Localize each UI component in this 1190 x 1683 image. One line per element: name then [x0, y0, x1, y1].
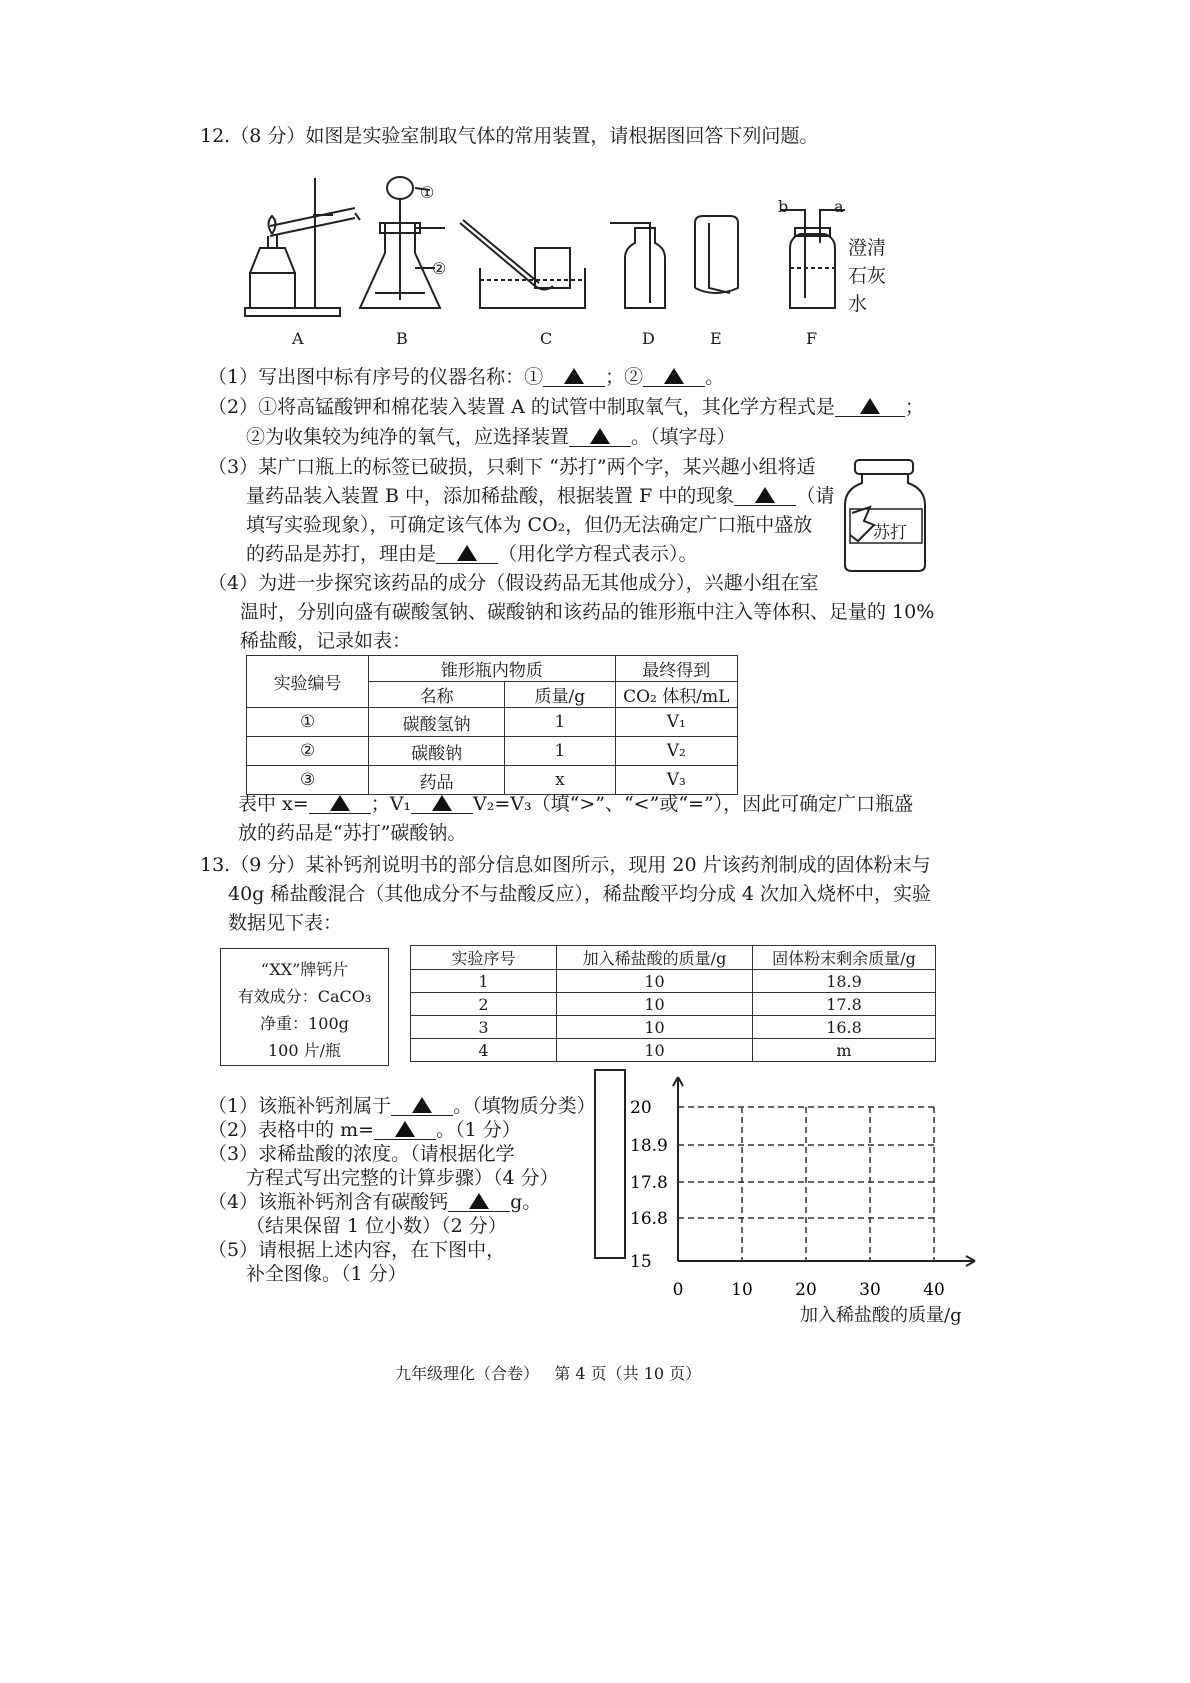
q12-part-2b — [246, 426, 736, 448]
col-header-vol-2: CO₂ 体积/mL — [615, 682, 737, 708]
label-count: 100 片/瓶 — [267, 1041, 342, 1060]
marker-1: ① — [420, 183, 435, 202]
cell-mass: x — [505, 766, 615, 795]
triangle-icon — [457, 545, 477, 561]
cell-vol: V₁ — [615, 708, 737, 737]
axis-break-bar — [595, 1070, 625, 1258]
q12-p3-text-l4b: （用化学方程式表示）。 — [498, 543, 698, 565]
x-tick-label: 30 — [859, 1280, 881, 1300]
cell: 2 — [411, 993, 557, 1016]
cell: 10 — [557, 970, 753, 993]
y-tick-label: 20 — [630, 1098, 652, 1118]
q12-p1-text-c: 。 — [705, 366, 725, 388]
apparatus-d — [610, 223, 665, 308]
q13-sub-3-l1: （3）求稀盐酸的浓度。（请根据化学 — [208, 1143, 515, 1165]
triangle-icon — [860, 398, 880, 414]
cell-mass: 1 — [505, 737, 615, 766]
answer-blank-6[interactable] — [436, 543, 498, 564]
f-side-1: 澄清 — [848, 237, 887, 259]
q12-p2-text-a: （2）①将高锰酸钾和棉花装入装置 A 的试管中制取氧气，其化学方程式是 — [208, 396, 835, 418]
col-header-group: 锥形瓶内物质 — [369, 656, 615, 682]
q13-s2-text-a: （2）表格中的 m= — [208, 1119, 375, 1141]
cell-vol: V₃ — [615, 766, 737, 795]
y-tick-label: 17.8 — [630, 1173, 668, 1193]
q13-s4-text-a: （4）该瓶补钙剂含有碳酸钙 — [208, 1191, 449, 1213]
remaining-mass-chart — [590, 1065, 990, 1335]
apparatus-c — [460, 220, 585, 308]
apparatus-figure — [235, 168, 895, 353]
q12-p2-text-d: 。（填字母） — [631, 426, 736, 448]
answer-blank-5[interactable] — [734, 485, 796, 506]
q13-sub-4-l2: （结果保留 1 位小数）（2 分） — [246, 1215, 507, 1237]
triangle-icon — [664, 368, 684, 384]
col-header-acid-mass: 加入稀盐酸的质量/g — [557, 946, 753, 970]
x-tick-label: 20 — [795, 1280, 817, 1300]
cell-id: ③ — [247, 766, 369, 795]
q12-after-text-a: 表中 x= — [238, 793, 309, 815]
answer-blank-10[interactable] — [374, 1119, 436, 1140]
cell-name: 药品 — [369, 766, 505, 795]
answer-blank-4[interactable] — [569, 426, 631, 447]
q12-part-4-l2: 温时，分别向盛有碳酸氢钠、碳酸钠和该药品的锥形瓶中注入等体积、足量的 10% — [240, 601, 935, 623]
cell: 10 — [557, 1016, 753, 1039]
answer-blank-8[interactable] — [411, 793, 473, 814]
cell: 4 — [411, 1039, 557, 1062]
q13-sub-3-l2: 方程式写出完整的计算步骤）（4 分） — [246, 1167, 559, 1189]
triangle-icon — [412, 1097, 432, 1113]
q12-after-text-b: ；V₁ — [370, 793, 412, 815]
answer-blank-7[interactable] — [309, 793, 371, 814]
q12-part-3-l4 — [246, 543, 698, 565]
col-header-id: 实验编号 — [247, 656, 369, 708]
label-brand: “XX”牌钙片 — [260, 960, 349, 979]
experiment-table-q13 — [410, 945, 936, 1062]
cell-id: ① — [247, 708, 369, 737]
x-tick-label: 0 — [672, 1280, 684, 1300]
label-weight: 净重：100g — [260, 1014, 349, 1033]
q13-s1-text-a: （1）该瓶补钙剂属于 — [208, 1095, 392, 1117]
label-b: B — [396, 329, 408, 348]
q12-p3-text-l4a: 的药品是苏打，理由是 — [246, 543, 437, 565]
q12-table-after-l1 — [238, 793, 913, 815]
f-side-2: 石灰 — [848, 265, 887, 287]
cell: 16.8 — [753, 1016, 936, 1039]
q12-part-4-l1: （4）为进一步探究该药品的成分（假设药品无其他成分），兴趣小组在室 — [208, 572, 819, 594]
f-side-3: 水 — [848, 293, 868, 315]
q12-p3-text-l2b: （请 — [796, 485, 835, 507]
table-row — [411, 970, 936, 993]
answer-blank-1[interactable] — [543, 366, 605, 387]
q12-part-3-l1: （3）某广口瓶上的标签已破损，只剩下 “苏打”两个字，某兴趣小组将适 — [208, 456, 816, 478]
triangle-icon — [564, 368, 584, 384]
col-header-trial: 实验序号 — [411, 946, 557, 970]
q13-sub-4 — [208, 1191, 541, 1213]
x-axis-label: 加入稀盐酸的质量/g — [800, 1305, 962, 1326]
cell: 18.9 — [753, 970, 936, 993]
q13-l3: 数据见下表： — [228, 912, 343, 934]
label-e: E — [710, 329, 722, 348]
apparatus-f — [780, 210, 845, 308]
cell: 10 — [557, 993, 753, 1016]
triangle-icon — [469, 1193, 489, 1209]
f-label-b: b — [778, 197, 789, 216]
answer-blank-9[interactable] — [391, 1095, 453, 1116]
page-footer: 九年级理化（合卷） 第 4 页（共 10 页） — [395, 1364, 702, 1383]
triangle-icon — [395, 1121, 415, 1137]
q13-s2-text-b: 。（1 分） — [436, 1119, 521, 1141]
q12-table-after-l2: 放的药品是“苏打”碳酸钠。 — [238, 822, 467, 844]
q12-p2-text-c: ②为收集较为纯净的氧气，应选择装置 — [246, 426, 570, 448]
f-label-a: a — [834, 197, 844, 216]
q12-title: 12.（8 分）如图是实验室制取气体的常用装置，请根据图回答下列问题。 — [200, 125, 819, 147]
triangle-icon — [590, 428, 610, 444]
cell: 17.8 — [753, 993, 936, 1016]
table-row — [411, 1016, 936, 1039]
table-row — [411, 993, 936, 1016]
triangle-icon — [432, 795, 452, 811]
cell-id: ② — [247, 737, 369, 766]
y-tick-label: 18.9 — [630, 1136, 668, 1156]
q13-s4-text-b: g。 — [510, 1191, 542, 1213]
q13-sub-2 — [208, 1119, 521, 1141]
x-tick-label: 40 — [923, 1280, 945, 1300]
table-row — [411, 1039, 936, 1062]
triangle-icon — [755, 487, 775, 503]
y-tick-label: 15 — [630, 1252, 652, 1272]
q13-sub-1 — [208, 1095, 596, 1117]
answer-blank-3[interactable] — [835, 396, 905, 417]
cell-name: 碳酸氢钠 — [369, 708, 505, 737]
answer-blank-11[interactable] — [448, 1191, 510, 1212]
q13-sub-5-l2: 补全图像。（1 分） — [246, 1263, 407, 1285]
cell: 3 — [411, 1016, 557, 1039]
answer-blank-2[interactable] — [643, 366, 705, 387]
triangle-icon — [330, 795, 350, 811]
q12-p3-text-l2a: 量药品装入装置 B 中，添加稀盐酸，根据装置 F 中的现象 — [246, 485, 735, 507]
label-f: F — [806, 329, 818, 348]
q12-part-3-l3: 填写实验现象），可确定该气体为 CO₂，但仍无法确定广口瓶中盛放 — [246, 514, 813, 536]
supplement-label-box — [220, 948, 389, 1066]
label-d: D — [642, 329, 655, 348]
col-header-mass: 质量/g — [505, 682, 615, 708]
q12-p1-text-a: （1）写出图中标有序号的仪器名称：① — [208, 366, 544, 388]
q12-p1-text-b: ；② — [605, 366, 644, 388]
table-row — [247, 766, 738, 795]
q12-p2-text-b: ； — [904, 396, 924, 418]
x-tick-label: 10 — [731, 1280, 753, 1300]
q13-s1-text-b: 。（填物质分类） — [453, 1095, 596, 1117]
cell: 10 — [557, 1039, 753, 1062]
table-row — [247, 708, 738, 737]
reagent-bottle-image — [840, 455, 930, 575]
q12-after-text-c: V₂=V₃（填“>”、“<”或“=”），因此可确定广口瓶盛 — [473, 793, 914, 815]
label-c: C — [540, 329, 553, 348]
q13-sub-5-l1: （5）请根据上述内容，在下图中， — [208, 1239, 506, 1261]
cell: m — [753, 1039, 936, 1062]
col-header-name: 名称 — [369, 682, 505, 708]
q12-part-1 — [208, 366, 724, 388]
y-tick-label: 16.8 — [630, 1209, 668, 1229]
apparatus-a — [245, 178, 360, 316]
q12-part-2a — [208, 396, 924, 418]
col-header-vol-1: 最终得到 — [615, 656, 737, 682]
marker-2: ② — [432, 259, 447, 278]
table-row — [247, 737, 738, 766]
col-header-remaining-mass: 固体粉末剩余质量/g — [753, 946, 936, 970]
label-a: A — [292, 329, 304, 348]
q12-part-4-l3: 稀盐酸，记录如表： — [240, 630, 412, 652]
cell-vol: V₂ — [615, 737, 737, 766]
q12-part-3-l2 — [246, 485, 834, 507]
q13-l1: 13.（9 分）某补钙剂说明书的部分信息如图所示，现用 20 片该药剂制成的固体粉末与 — [200, 854, 931, 876]
q13-l2: 40g 稀盐酸混合（其他成分不与盐酸反应），稀盐酸平均分成 4 次加入烧杯中，实验 — [228, 883, 932, 905]
bottle-label: 苏打 — [873, 523, 907, 543]
cell: 1 — [411, 970, 557, 993]
label-ingredient: 有效成分：CaCO₃ — [237, 987, 372, 1006]
apparatus-e — [695, 216, 738, 293]
experiment-table-q12 — [246, 655, 738, 795]
cell-name: 碳酸钠 — [369, 737, 505, 766]
cell-mass: 1 — [505, 708, 615, 737]
